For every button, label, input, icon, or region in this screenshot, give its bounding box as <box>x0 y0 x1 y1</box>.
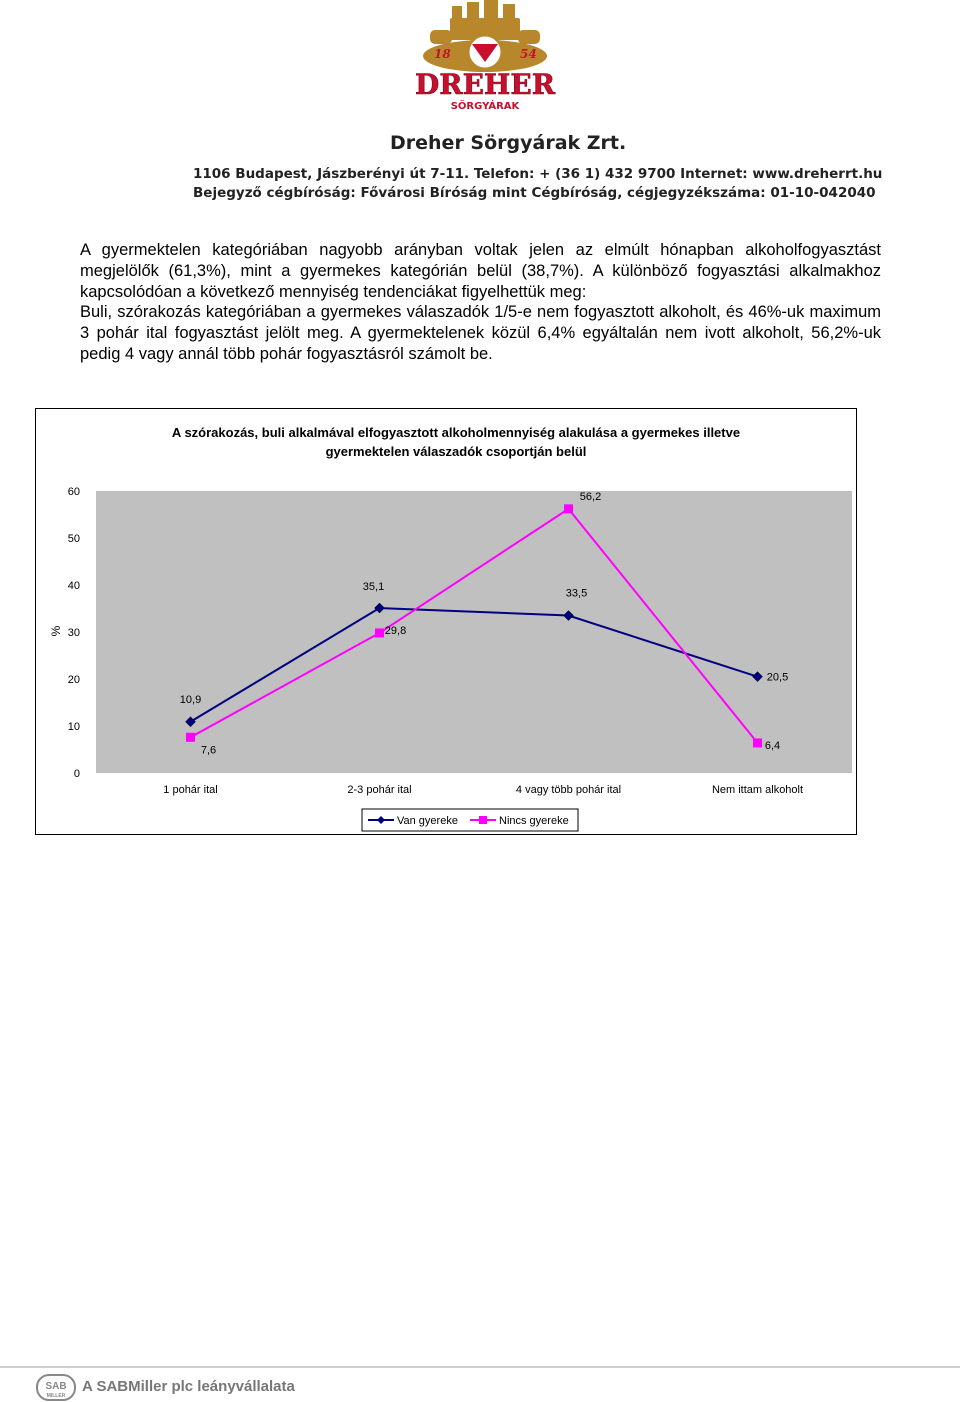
legend-label: Nincs gyereke <box>499 815 569 827</box>
sab-logo-subtext: MILLER <box>46 1393 66 1399</box>
data-label: 29,8 <box>384 624 407 637</box>
sabmiller-logo <box>36 1374 76 1401</box>
footer-divider <box>0 1366 960 1368</box>
logo-year-right: 54 <box>520 47 537 61</box>
data-label: 7,6 <box>200 744 217 757</box>
dreher-logo <box>400 0 570 115</box>
data-point-marker <box>375 628 384 637</box>
paragraph-2: Buli, szórakozás kategóriában a gyermekes válaszadók 1/5-e nem fogyasztott alkoholt, és 46%-uk maximum 3 pohár ital fogyasztást jelölt meg. A gyermektelenek közül 6,4% egyáltalán nem ivott alkoholt, 56,2%-uk pedig 4 vagy annál több pohár fogyasztásról számolt be. <box>80 303 881 363</box>
data-label: 20,5 <box>766 671 789 684</box>
y-tick-label: 60 <box>67 486 80 498</box>
data-point-marker <box>186 733 195 742</box>
y-tick-label: 30 <box>67 627 80 639</box>
data-point-marker <box>564 504 573 513</box>
data-point-marker <box>753 738 762 747</box>
legend-marker <box>479 816 487 824</box>
x-tick-label: Nem ittam alkoholt <box>711 784 804 796</box>
logo-brand: DREHER <box>415 68 555 101</box>
line-chart <box>36 409 858 836</box>
x-tick-label: 1 pohár ital <box>163 784 218 796</box>
plot-area <box>96 491 852 773</box>
data-label: 6,4 <box>764 739 781 752</box>
data-label: 35,1 <box>362 581 385 594</box>
paragraph-1: A gyermektelen kategóriában nagyobb arányban voltak jelen az elmúlt hónapban alkoholfogyasztást megjelölők (61,3%), mint a gyermekes kategórián belül (38,7%). A különböző fogyasztási alkalmakhoz kapcsolódóan a következő mennyiség tendenciákat figyelhettük meg: <box>80 241 881 301</box>
legend-label: Van gyereke <box>397 815 458 827</box>
logo-year-left: 18 <box>434 47 451 61</box>
footer-text: A SABMiller plc leányvállalata <box>82 1378 295 1395</box>
y-tick-label: 50 <box>67 533 80 545</box>
y-tick-label: 40 <box>67 580 80 592</box>
sab-logo-text: SAB <box>45 1381 67 1392</box>
company-name: Dreher Sörgyárak Zrt. <box>390 132 627 154</box>
data-label: 33,5 <box>565 587 588 600</box>
body-text <box>80 240 881 365</box>
chart-title-line-1: A szórakozás, buli alkalmával elfogyasztott alkoholmennyiség alakulása a gyermekes illetve <box>171 425 741 440</box>
y-tick-label: 10 <box>67 721 80 733</box>
y-tick-label: 0 <box>73 768 80 780</box>
data-label: 10,9 <box>179 693 202 706</box>
y-tick-label: 20 <box>67 674 80 686</box>
x-tick-label: 2-3 pohár ital <box>347 784 412 796</box>
chart-container <box>35 408 857 835</box>
chart-legend <box>362 809 578 831</box>
data-label: 56,2 <box>579 490 602 503</box>
x-tick-label: 4 vagy több pohár ital <box>515 784 622 796</box>
chart-title-line-2: gyermektelen válaszadók csoportján belül <box>325 444 587 459</box>
y-axis-label: % <box>49 625 63 637</box>
company-registry: Bejegyző cégbíróság: Fővárosi Bíróság mint Cégbíróság, cégjegyzékszáma: 01-10-042040 <box>193 185 876 201</box>
company-address: 1106 Budapest, Jászberényi út 7-11. Telefon: + (36 1) 432 9700 Internet: www.dreherrt.hu <box>193 166 883 182</box>
logo-sub: SÖRGYÁRAK <box>450 101 520 112</box>
